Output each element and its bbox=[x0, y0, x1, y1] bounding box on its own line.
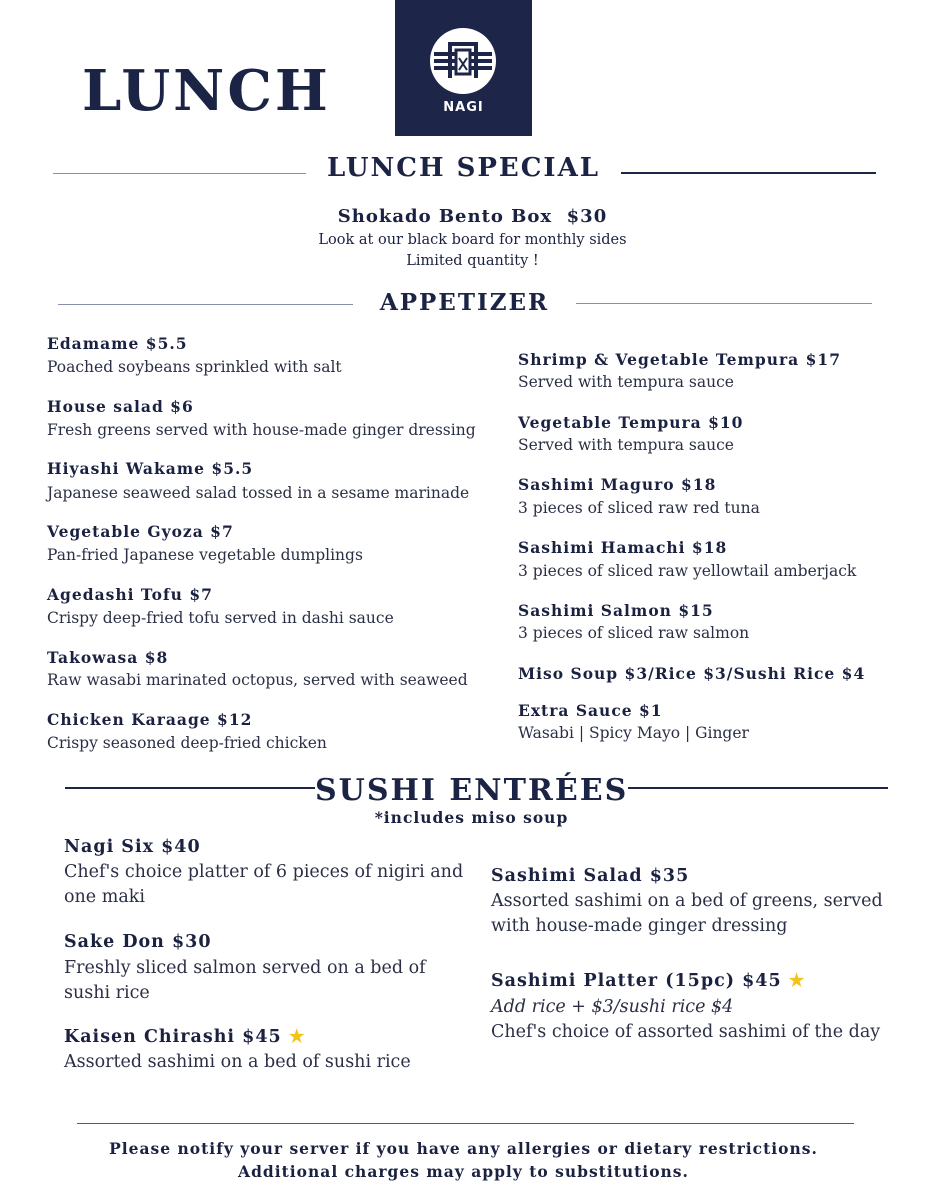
bento-item: Shokado Bento Box $30 bbox=[337, 206, 608, 227]
divider-left bbox=[65, 787, 315, 789]
sushi-item-name-text: Sashimi Platter (15pc) $45 bbox=[491, 971, 782, 991]
logo-text: NAGI bbox=[443, 100, 484, 115]
sushi-item-name: Sashimi Salad $35 bbox=[491, 866, 690, 886]
menu-item-desc: Raw wasabi marinated octopus, served with seaweed bbox=[47, 671, 468, 689]
menu-item-desc: Fresh greens served with house-made ginger dressing bbox=[47, 421, 476, 439]
menu-item-desc: Served with tempura sauce bbox=[518, 373, 734, 391]
bento-note-2: Limited quantity ! bbox=[406, 253, 539, 269]
menu-item-name: House salad $6 bbox=[47, 397, 194, 416]
menu-item-desc: Poached soybeans sprinkled with salt bbox=[47, 358, 342, 376]
sushi-item-desc: Freshly sliced salmon served on a bed of sushi rice bbox=[64, 958, 426, 1003]
menu-item-desc: 3 pieces of sliced raw salmon bbox=[518, 624, 750, 642]
menu-item-desc: Crispy deep-fried tofu served in dashi sauce bbox=[47, 609, 394, 627]
footer-divider bbox=[77, 1123, 854, 1124]
menu-item-name: Takowasa $8 bbox=[47, 648, 169, 667]
allergy-notice: Please notify your server if you have any allergies or dietary restrictions. bbox=[109, 1139, 818, 1158]
menu-item-desc: 3 pieces of sliced raw yellowtail amberjack bbox=[518, 562, 857, 580]
sushi-item-name bbox=[491, 971, 805, 991]
menu-item-desc: Pan-fried Japanese vegetable dumplings bbox=[47, 546, 363, 564]
bento-note-1: Look at our black board for monthly sides bbox=[318, 232, 627, 248]
sushi-item-desc: Chef's choice platter of 6 pieces of nigiri and one maki bbox=[64, 862, 464, 907]
menu-item-name: Agedashi Tofu $7 bbox=[47, 585, 213, 604]
divider-right bbox=[621, 172, 876, 174]
menu-item-name: Hiyashi Wakame $5.5 bbox=[47, 459, 254, 478]
appetizer-heading: APPETIZER bbox=[379, 289, 550, 316]
menu-item-name: Vegetable Gyoza $7 bbox=[47, 522, 234, 541]
sushi-entrees-heading: SUSHI ENTRÉES bbox=[315, 773, 629, 808]
menu-item-name: Vegetable Tempura $10 bbox=[518, 413, 744, 432]
page-title: LUNCH bbox=[82, 58, 331, 124]
menu-item-name: Sashimi Hamachi $18 bbox=[518, 538, 728, 557]
divider-left bbox=[53, 173, 306, 174]
logo-emblem-icon bbox=[430, 28, 496, 94]
menu-item-desc: Wasabi | Spicy Mayo | Ginger bbox=[518, 724, 749, 742]
sushi-item-name-text: Kaisen Chirashi $45 bbox=[64, 1027, 282, 1047]
menu-item-name: Extra Sauce $1 bbox=[518, 701, 663, 720]
lunch-special-heading: LUNCH SPECIAL bbox=[326, 153, 601, 183]
star-icon: ★ bbox=[788, 971, 806, 991]
sushi-item-desc: Assorted sashimi on a bed of sushi rice bbox=[64, 1052, 411, 1072]
menu-item-name: Sashimi Maguro $18 bbox=[518, 475, 717, 494]
sushi-item-note: Add rice + $3/sushi rice $4 bbox=[491, 997, 734, 1017]
divider-left bbox=[58, 304, 353, 305]
divider-right bbox=[628, 787, 888, 789]
menu-item-desc: Japanese seaweed salad tossed in a sesame marinade bbox=[47, 484, 470, 502]
menu-item-name: Shrimp & Vegetable Tempura $17 bbox=[518, 350, 841, 369]
nagi-logo bbox=[395, 0, 532, 136]
sushi-item-desc: Assorted sashimi on a bed of greens, served with house-made ginger dressing bbox=[491, 891, 883, 936]
menu-item-name: Miso Soup $3/Rice $3/Sushi Rice $4 bbox=[518, 664, 866, 683]
sushi-item-name: Sake Don $30 bbox=[64, 932, 212, 952]
menu-item-desc: Served with tempura sauce bbox=[518, 436, 734, 454]
sushi-subheading: *includes miso soup bbox=[374, 808, 569, 827]
menu-item-desc: Crispy seasoned deep-fried chicken bbox=[47, 734, 327, 752]
sushi-item-name: Nagi Six $40 bbox=[64, 837, 201, 857]
sushi-item-desc: Chef's choice of assorted sashimi of the day bbox=[491, 1022, 881, 1042]
menu-item-name: Sashimi Salmon $15 bbox=[518, 601, 714, 620]
star-icon: ★ bbox=[288, 1027, 306, 1047]
divider-right bbox=[576, 303, 872, 304]
menu-item-name: Chicken Karaage $12 bbox=[47, 710, 253, 729]
sushi-item-name bbox=[64, 1027, 306, 1047]
substitution-notice: Additional charges may apply to substitutions. bbox=[238, 1162, 689, 1181]
menu-item-desc: 3 pieces of sliced raw red tuna bbox=[518, 499, 760, 517]
menu-item-name: Edamame $5.5 bbox=[47, 334, 188, 353]
